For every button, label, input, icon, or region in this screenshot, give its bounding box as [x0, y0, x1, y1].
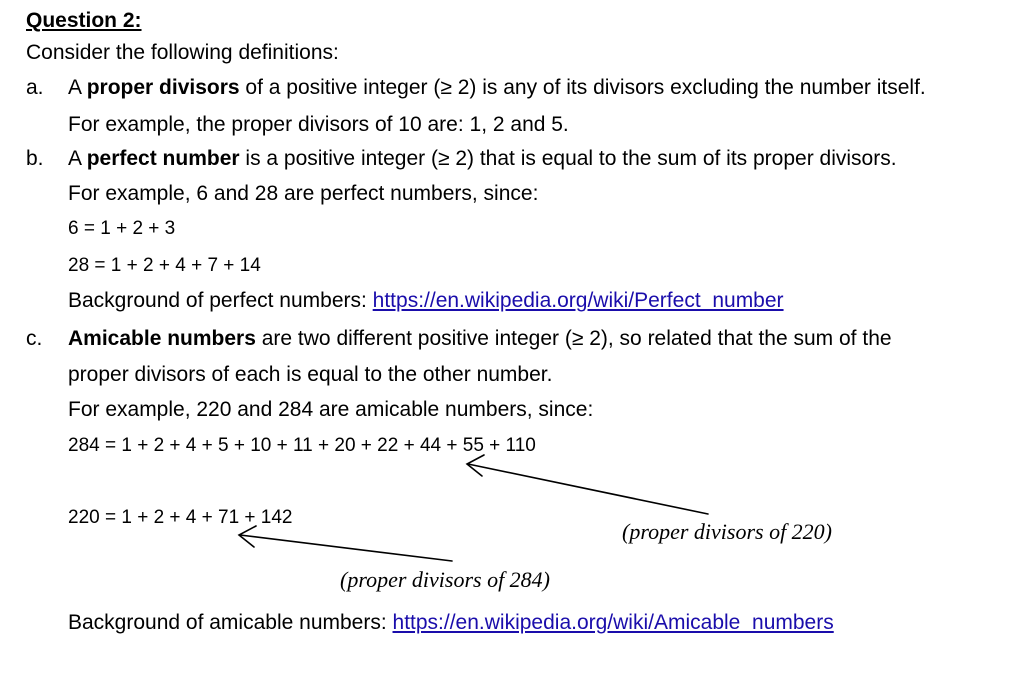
item-b-definition [68, 146, 897, 172]
equation-284: 284 = 1 + 2 + 4 + 5 + 10 + 11 + 20 + 22 + 44 + 55 + 110 [68, 435, 536, 456]
item-b-pre: A [68, 147, 87, 170]
amicable-background [68, 610, 834, 636]
perfect-background-label: Background of perfect numbers: [68, 289, 373, 312]
term-perfect-number: perfect number [86, 147, 240, 170]
term-proper-divisors: proper divisors [86, 76, 240, 99]
item-a-pre: A [68, 76, 87, 99]
item-a-marker: a. [26, 76, 44, 99]
item-c-definition [68, 326, 892, 352]
term-amicable-numbers: Amicable numbers [68, 327, 256, 350]
intro-text: Consider the following definitions: [26, 41, 339, 64]
perfect-number-link[interactable]: https://en.wikipedia.org/wiki/Perfect_number [372, 289, 784, 312]
amicable-background-label: Background of amicable numbers: [68, 611, 393, 634]
equation-6: 6 = 1 + 2 + 3 [68, 218, 176, 239]
item-b-post: is a positive integer (≥ 2) that is equal to the sum of its proper divisors. [239, 147, 897, 170]
item-a-post: of a positive integer (≥ 2) is any of its divisors excluding the number itself. [239, 76, 926, 99]
amicable-numbers-link[interactable]: https://en.wikipedia.org/wiki/Amicable_numbers [392, 611, 834, 634]
perfect-background [68, 288, 784, 314]
item-c-post: are two different positive integer (≥ 2), so related that the sum of the [255, 327, 892, 350]
arrow-to-220-divisors [240, 535, 452, 561]
item-c-example: For example, 220 and 284 are amicable numbers, since: [68, 398, 594, 421]
question-title: Question 2: [26, 9, 142, 32]
equation-220: 220 = 1 + 2 + 4 + 71 + 142 [68, 507, 293, 528]
note-divisors-220: (proper divisors of 220) [622, 519, 833, 544]
arrow-to-284-divisors [468, 464, 708, 514]
note-divisors-284: (proper divisors of 284) [340, 567, 551, 592]
equation-28: 28 = 1 + 2 + 4 + 7 + 14 [68, 255, 261, 276]
item-b-marker: b. [26, 147, 44, 170]
item-a-example: For example, the proper divisors of 10 are: 1, 2 and 5. [68, 113, 569, 136]
item-c-definition-cont: proper divisors of each is equal to the other number. [68, 363, 553, 386]
item-c-marker: c. [26, 327, 43, 350]
item-b-example: For example, 6 and 28 are perfect numbers, since: [68, 182, 539, 205]
item-a-definition [68, 75, 926, 101]
